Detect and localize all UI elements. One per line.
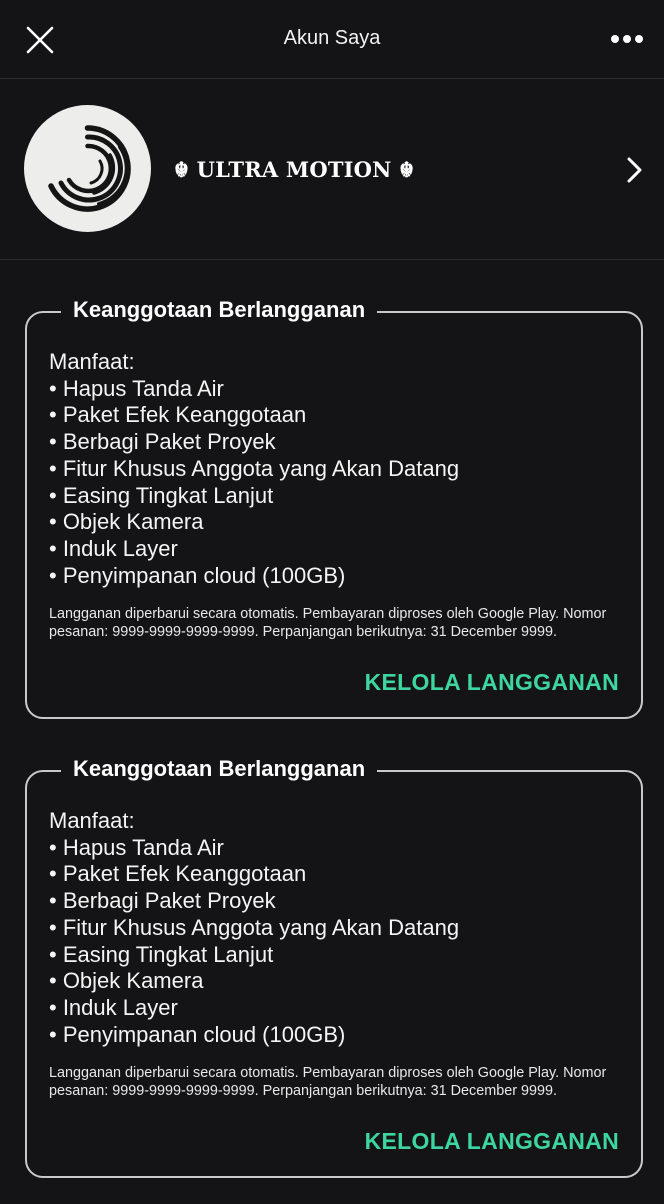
more-options-button[interactable] <box>610 28 644 50</box>
page-title: Akun Saya <box>283 27 381 49</box>
alight-motion-logo <box>24 105 151 232</box>
benefit-item: • Penyimpanan cloud (100GB) <box>49 1021 346 1047</box>
chevron-right-icon <box>626 156 644 184</box>
more-horizontal-icon <box>610 28 644 50</box>
benefit-item: • Penyimpanan cloud (100GB) <box>49 562 346 588</box>
benefit-item: • Objek Kamera <box>49 968 204 994</box>
benefit-item: • Berbagi Paket Proyek <box>49 888 276 914</box>
benefit-item: • Hapus Tanda Air <box>49 375 224 401</box>
manage-subscription-button[interactable]: KELOLA LANGGANAN <box>364 669 619 695</box>
benefit-item: • Berbagi Paket Proyek <box>49 429 276 455</box>
benefits-list <box>49 349 459 589</box>
benefit-item: • Fitur Khusus Anggota yang Akan Datang <box>49 914 460 940</box>
benefit-item: • Induk Layer <box>49 994 178 1020</box>
profile-row[interactable] <box>0 80 664 260</box>
card-title: Keanggotaan Berlangganan <box>61 756 377 782</box>
profile-name: ☬ ULTRA MOTION ☬ <box>174 157 415 182</box>
benefit-item: • Objek Kamera <box>49 509 204 535</box>
renewal-note: Langganan diperbarui secara otomatis. Pembayaran diproses oleh Google Play. Nomor pesanan: 9999-9999-9999-9999. Perpanjangan berikutnya: 31 December 9999. <box>49 606 607 640</box>
benefit-item: • Paket Efek Keanggotaan <box>49 861 307 887</box>
manage-subscription-button[interactable]: KELOLA LANGGANAN <box>364 1128 619 1154</box>
benefits-heading: Manfaat: <box>49 808 135 833</box>
benefit-item: • Paket Efek Keanggotaan <box>49 402 307 428</box>
subscription-card <box>25 297 643 719</box>
top-app-bar <box>0 0 664 79</box>
benefits-heading: Manfaat: <box>49 349 135 374</box>
renewal-note: Langganan diperbarui secara otomatis. Pembayaran diproses oleh Google Play. Nomor pesanan: 9999-9999-9999-9999. Perpanjangan berikutnya: 31 December 9999. <box>49 1065 607 1099</box>
benefit-item: • Fitur Khusus Anggota yang Akan Datang <box>49 455 460 481</box>
benefit-item: • Hapus Tanda Air <box>49 834 224 860</box>
benefits-list <box>49 808 459 1048</box>
card-title: Keanggotaan Berlangganan <box>61 297 377 323</box>
benefit-item: • Induk Layer <box>49 535 178 561</box>
subscription-card <box>25 756 643 1178</box>
benefit-item: • Easing Tingkat Lanjut <box>49 482 274 508</box>
benefit-item: • Easing Tingkat Lanjut <box>49 941 274 967</box>
avatar <box>24 105 151 232</box>
